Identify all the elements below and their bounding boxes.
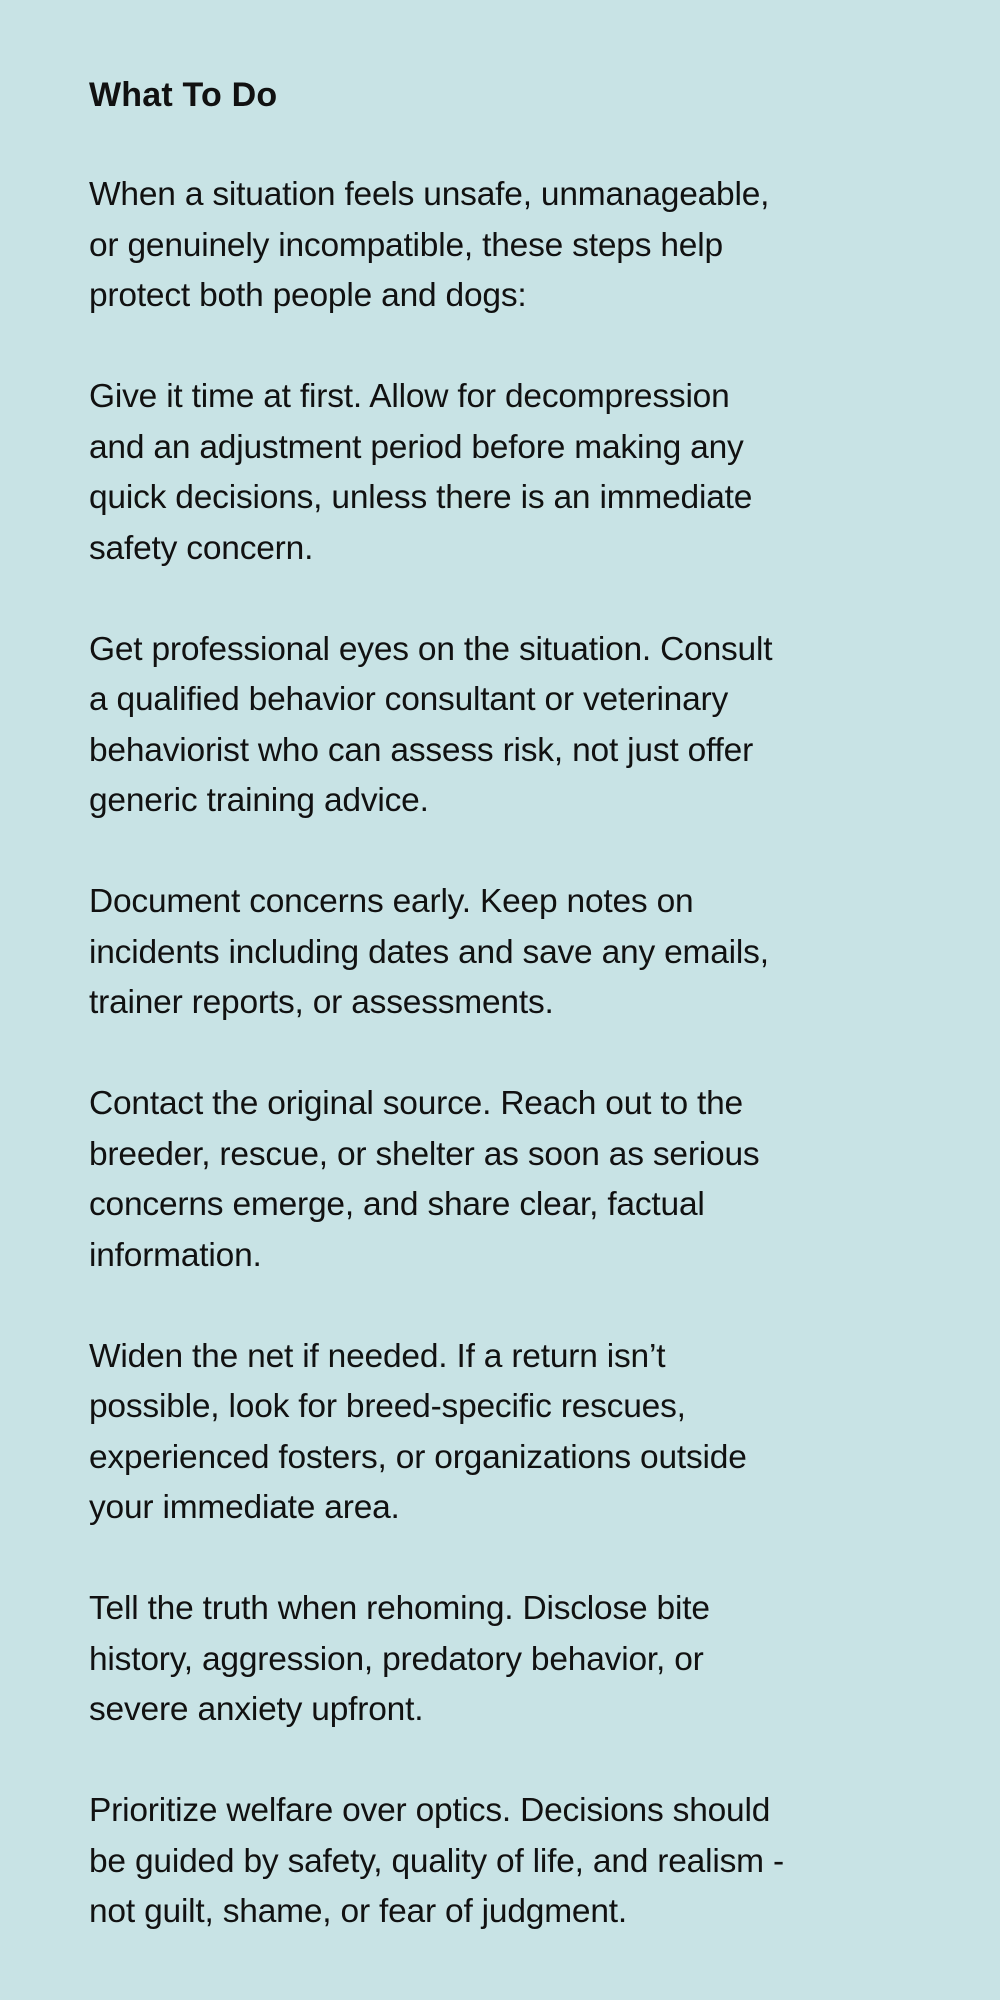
- section-title: What To Do: [89, 76, 278, 114]
- text-line: possible, look for breed-specific rescues,: [89, 1388, 686, 1425]
- text-line: Tell the truth when rehoming. Disclose bite: [89, 1590, 710, 1627]
- step-paragraph-widen-net: [89, 1332, 920, 1534]
- step-paragraph-tell-truth: [89, 1584, 920, 1736]
- text-line: behaviorist who can assess risk, not just offer: [89, 731, 754, 769]
- text-line: breeder, rescue, or shelter as soon as serious: [89, 1135, 760, 1173]
- text-line: be guided by safety, quality of life, and realism -: [89, 1842, 784, 1880]
- text-line: generic training advice.: [89, 782, 429, 819]
- intro-paragraph: [89, 170, 920, 322]
- text-line: Document concerns early. Keep notes on: [89, 883, 694, 920]
- text-line: not guilt, shame, or fear of judgment.: [89, 1893, 628, 1930]
- text-line: Prioritize welfare over optics. Decisions should: [89, 1792, 771, 1829]
- text-line: Contact the original source. Reach out to the: [89, 1085, 743, 1122]
- step-paragraph-prioritize-welfare: [89, 1786, 920, 1938]
- text-line: safety concern.: [89, 529, 314, 567]
- text-line: trainer reports, or assessments.: [89, 984, 554, 1021]
- step-paragraph-give-time: [89, 372, 920, 574]
- step-paragraph-contact-source: [89, 1079, 920, 1281]
- text-line: Give it time at first. Allow for decompression: [89, 378, 730, 415]
- text-line: history, aggression, predatory behavior, or: [89, 1640, 704, 1678]
- text-line: incidents including dates and save any emails,: [89, 933, 769, 971]
- text-line: a qualified behavior consultant or veterinary: [89, 681, 729, 718]
- text-line: Get professional eyes on the situation. Consult: [89, 630, 773, 668]
- step-paragraph-professional: [89, 625, 920, 827]
- text-line: or genuinely incompatible, these steps help: [89, 226, 723, 264]
- text-line: quick decisions, unless there is an immediate: [89, 479, 753, 516]
- text-line: and an adjustment period before making any: [89, 428, 744, 466]
- text-line: Widen the net if needed. If a return isn’t: [89, 1337, 666, 1375]
- text-line: concerns emerge, and share clear, factual: [89, 1186, 705, 1223]
- text-line: your immediate area.: [89, 1489, 400, 1526]
- text-line: protect both people and dogs:: [89, 277, 527, 314]
- text-line: When a situation feels unsafe, unmanageable,: [89, 176, 770, 213]
- text-line: information.: [89, 1236, 262, 1274]
- text-line: experienced fosters, or organizations outside: [89, 1438, 747, 1476]
- step-paragraph-document: [89, 877, 920, 1029]
- text-line: severe anxiety upfront.: [89, 1691, 424, 1728]
